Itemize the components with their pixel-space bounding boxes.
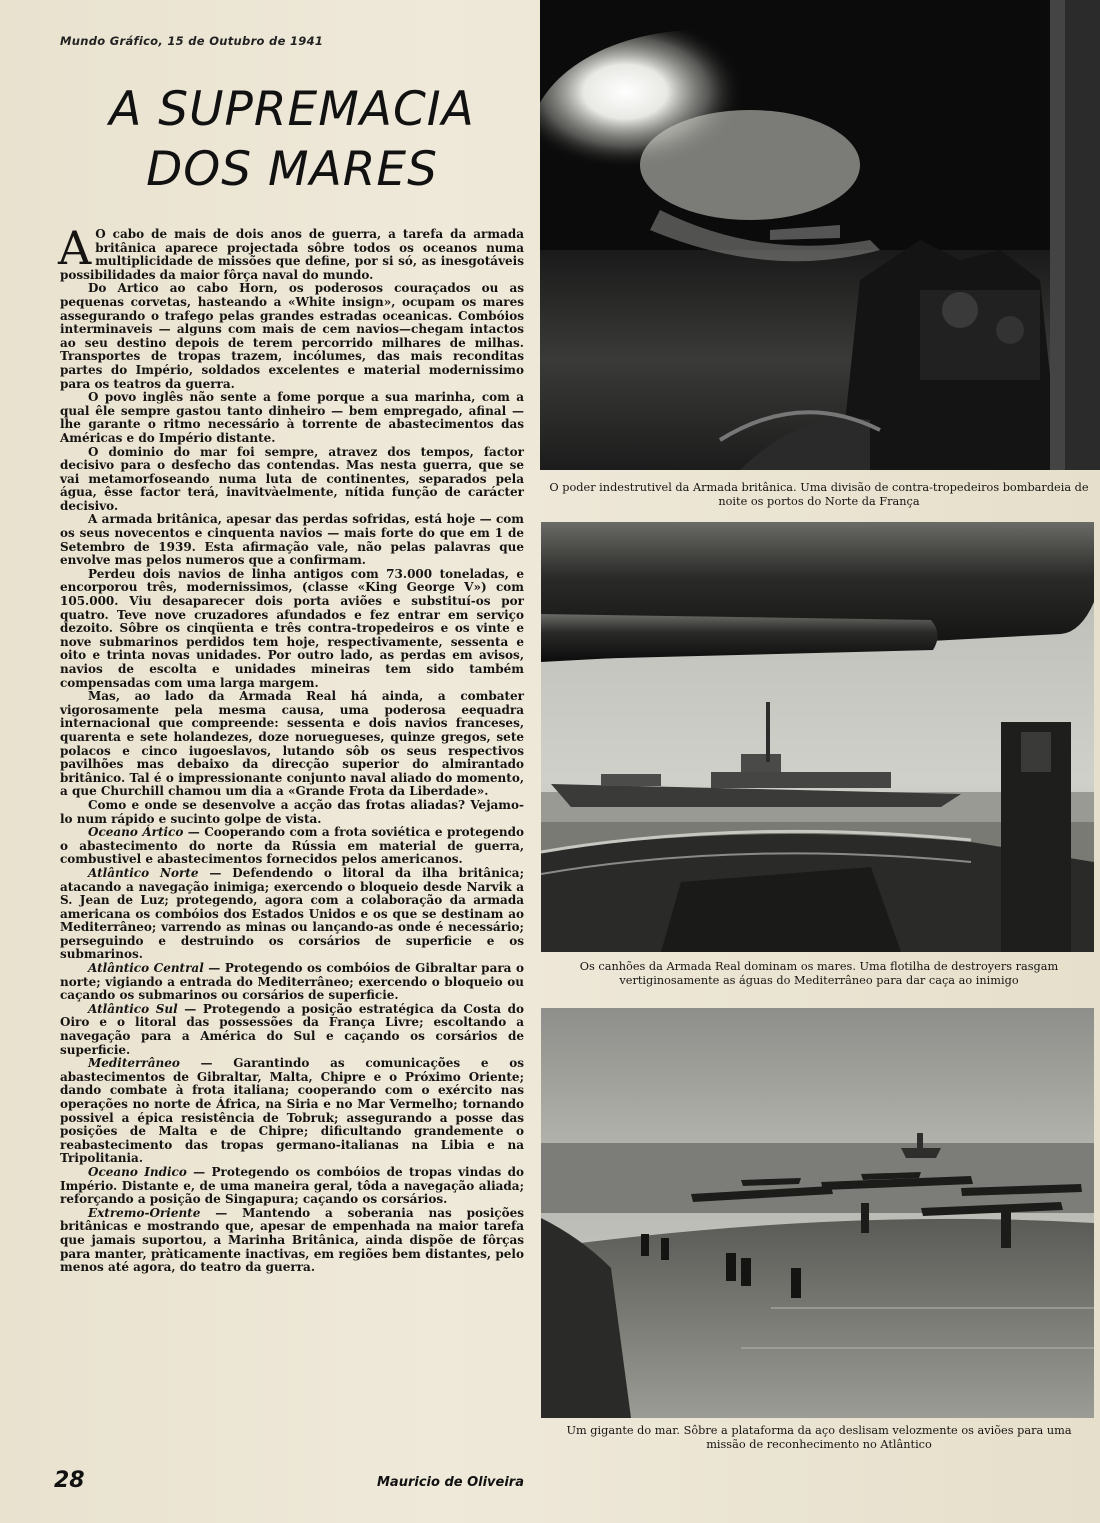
page-footer [54,1468,524,1498]
photo-night-bombardment [540,0,1100,470]
section-far-east [60,1207,524,1275]
section-text: — Mantendo a soberania nas posições britânicas e mostrando que, apesar de empenhada na maior tarefa que jamais suportou, a Marinha Britânica, ainda dispõe de fôrças para manter, pràticamente inactivas, em regiões bem distantes, pelo menos até agora, do teatro da guerra. [60,1205,524,1275]
photo-carrier-deck [541,1008,1094,1418]
text-column [54,34,525,1504]
section-text: — Defendendo o litoral da ilha britânica; atacando a navegação inimiga; exercendo o bloqueio desde Narvik a S. Jean de Luz; protegendo, agora com a colaboração da armada americana os combóios dos Estados Unidos e os que se destinam ao Mediterrâneo; varrendo as minas ou lançando-as onde é necessário; perseguindo e destruindo os corsários de superficie e os submarinos. [60,865,525,962]
section-label: Oceano Ártico [88,825,184,840]
section-indian-ocean [60,1166,524,1207]
carrier-deck-image [541,1008,1094,1418]
section-text: — Protegendo os combóios de Gibraltar para o norte; vigiando a entrada do Mediterrâneo; exercendo o bloqueio ou caçando os submarinos ou corsários de superficie. [60,961,524,1003]
article-paragraph [58,221,524,282]
article-paragraph: O dominio do mar foi sempre, atravez dos tempos, factor decisivo para o desfecho das contendas. Mas nesta guerra, que se vai metamorfoseando numa luta de continentes, separados pela água, êsse factor terá, inavitvàelmente, nítida função de carácter decisivo. [60,444,524,513]
section-text: — Protegendo os combóios de tropas vindas do Império. Distante e, de uma maneira geral, tôda a navegação aliada; reforçando a posição de Singapura; caçando os corsários. [60,1164,524,1207]
section-label: Extremo-Oriente [88,1205,201,1220]
page-number: 28 [54,1468,85,1493]
paragraph-text: O cabo de mais de dois anos de guerra, a tarefa da armada britânica aparece projectada sôbre todos os oceanos numa multiplicidade de missões que define, por si só, as inesgotáveis possibilidades da maior fôrça naval do mundo. [60,227,524,282]
headline [60,80,524,200]
night-bombardment-image [540,0,1100,470]
section-mediterranean [60,1057,524,1166]
article-paragraph: Perdeu dois navios de linha antigos com 73.000 toneladas, e encorporou três, modernissimos, (classe «King George V») com 105.000. Viu desaparecer dois porta aviões e substituí-os por quatro. Teve nove cruzadores afundados e fez entrar em serviço dezoito. Sôbre os cinqüenta e três contra-tropedeiros e os vinte e nove submarinos perdidos tem hoje, respectivamente, sessenta e oito e trinta novas unidades. Por outro lado, as perdas em avisos, navios de escolta e unidades mineiras tem sido também compensadas com uma larga margem. [60,566,524,690]
section-text: — Cooperando com a frota soviética e protegendo o abastecimento do norte da Rússia em material de guerra, combustivel e abastecimentos fornecidos pelos americanos. [60,825,524,867]
article-paragraph: A armada britânica, apesar das perdas sofridas, está hoje — com os seus novecentos e cinquenta navios — mais forte do que em 1 de Setembro de 1939. Esta afirmação vale, não pelas palavras que envolve mas pelos numeros que a confirmam. [60,512,524,568]
drop-cap: A [58,221,92,275]
article-paragraph: Mas, ao lado da Armada Real há ainda, a combater vigorosamente pela mesma causa, uma poderosa eequadra internacional que compreende: sessenta e dois navios franceses, quarenta e sete holandezes, doze noruegueses, quinze gregos, sete polacos e cinco iugoeslavos, lutando sôb os seus respectivos pavilhões mas debaixo da direcção superior do almirantado britânico. Tal é o impressionante conjunto naval aliado do momento, a que Churchill chamou um dia a «Grande Frota da Liberdade». [60,689,524,799]
headline-line-1: A SUPREMACIA [109,82,475,137]
publication-line: Mundo Gráfico, 15 de Outubro de 1941 [60,34,324,48]
author-byline: Mauricio de Oliveira [377,1475,524,1490]
section-label: Oceano Indico [88,1164,187,1179]
section-north-atlantic [60,867,524,962]
article-paragraph: O povo inglês não sente a fome porque a sua marinha, com a qual êle sempre gastou tanto dinheiro — bem empregado, afinal — lhe garante o ritmo necessário à torrente de abastecimentos das Américas e do Império distante. [60,390,524,445]
section-south-atlantic [60,1003,524,1057]
naval-guns-image [541,522,1094,952]
photo-caption-3: Um gigante do mar. Sôbre a plataforma da aço deslisam velozmente os aviões para uma missão de reconhecimento no Atlântico [566,1424,1072,1451]
section-label: Atlântico Central [88,961,204,976]
article-body [58,221,525,1275]
article-paragraph: Como e onde se desenvolve a acção das frotas aliadas? Vejamo-lo num rápido e sucinto golpe de vista. [60,797,524,826]
section-central-atlantic [60,962,524,1003]
section-text: — Protegendo a posição estratégica da Costa do Oiro e o litoral das possessões da França Livre; escoltando a navegação para a América do Sul e caçando os corsários de superficie. [60,1001,524,1057]
headline-line-2: DOS MARES [146,142,438,197]
section-arctic [60,826,524,867]
photo-caption-1: O poder indestrutivel da Armada britânica. Uma divisão de contra-tropedeiros bombardeia de noite os portos do Norte da França [549,481,1089,508]
section-text: — Garantindo as comunicações e os abastecimentos de Gibraltar, Malta, Chipre e o Próximo Oriente; dando combate à frota italiana; cooperando com o exército nas operações no norte de África, na Siria e no Mar Vermelho; tornando possivel a épica resistência de Tobruk; assegurando a posse das posições de Malta e de Chipre; dificultando grandemente o reabastecimento das tropas germano-italianas na Libia e na Tripolitania. [60,1056,524,1166]
section-label: Atlântico Norte [88,865,199,880]
photo-caption-2: Os canhões da Armada Real dominam os mares. Uma flotilha de destroyers rasgam vertiginosamente as águas do Mediterrâneo para dar caça ao inimigo [579,960,1059,987]
article-paragraph: Do Artico ao cabo Horn, os poderosos couraçados ou as pequenas corvetas, hasteando a «White insign», ocupam os mares assegurando o trafego pelas grandes estradas oceanicas. Combóios interminaveis — alguns com mais de cem navios—chegam intactos ao seu destino depois de terem percorrido milhares de milhas. Transportes de tropas trazem, incólumes, das mais reconditas partes do Império, soldados excelentes e material modernissimo para os teatros da guerra. [60,281,524,391]
section-label: Mediterrâneo [88,1056,180,1071]
photo-naval-guns [541,522,1094,952]
section-label: Atlântico Sul [88,1001,178,1016]
